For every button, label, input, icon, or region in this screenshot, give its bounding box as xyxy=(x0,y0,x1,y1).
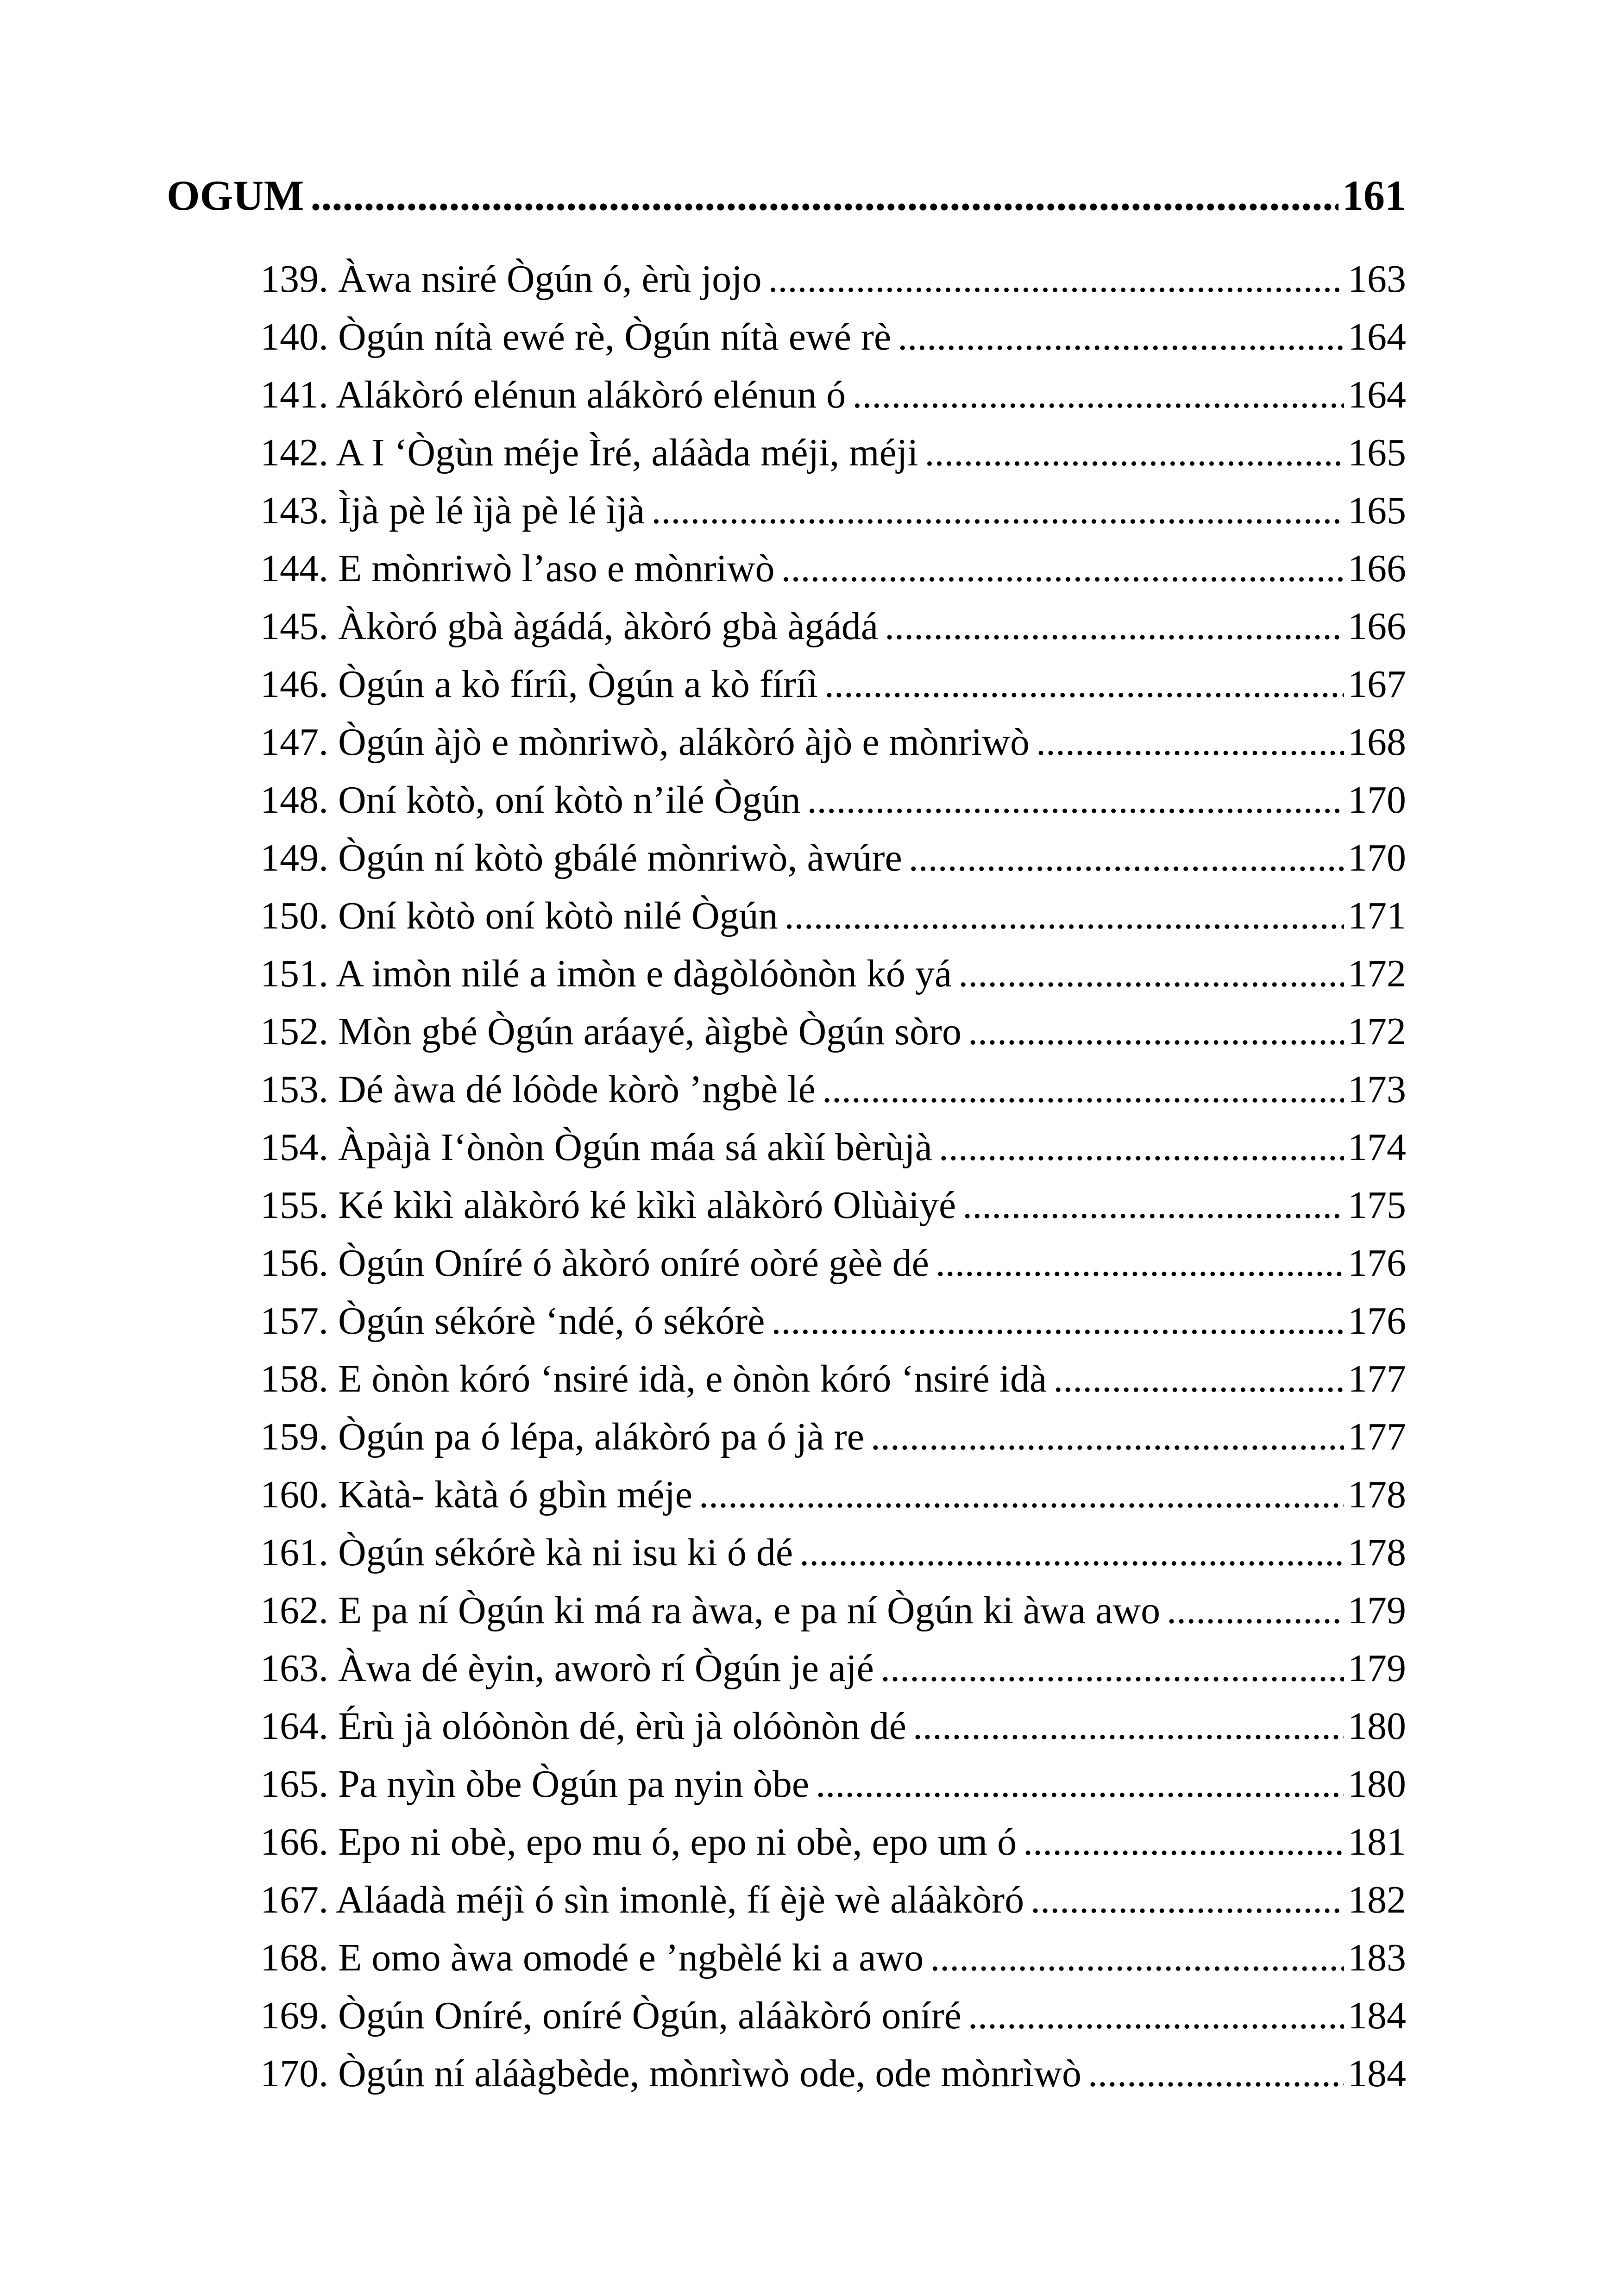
toc-entry-page-number: 166 xyxy=(1348,605,1406,648)
toc-dot-leader xyxy=(968,1987,1344,2045)
toc-entry-page-number: 180 xyxy=(1348,1763,1406,1806)
toc-entry-page-number: 166 xyxy=(1348,547,1406,590)
toc-entry xyxy=(260,308,1406,366)
toc-entry-title: 170. Ògún ní aláàgbède, mònrìwò ode, ode mònrìwò xyxy=(260,2052,1081,2095)
toc-entry xyxy=(260,1871,1406,1929)
toc-entry-title: 153. Dé àwa dé lóòde kòrò ’ngbè lé xyxy=(260,1068,816,1111)
toc-entry-page-number: 173 xyxy=(1348,1068,1406,1111)
toc-entry xyxy=(260,1639,1406,1697)
toc-entry xyxy=(260,424,1406,482)
toc-entry xyxy=(260,887,1406,945)
toc-entry-title: 167. Aláadà méjì ó sìn imonlè, fí èjè wè aláàkòró xyxy=(260,1878,1024,1921)
toc-dot-leader xyxy=(909,829,1344,887)
toc-entry-title: 168. E omo àwa omodé e ’ngbèlé ki a awo xyxy=(260,1936,924,1979)
toc-entry xyxy=(260,1118,1406,1176)
toc-entry-page-number: 176 xyxy=(1348,1299,1406,1342)
toc-entry xyxy=(260,1408,1406,1466)
toc-entry-page-number: 165 xyxy=(1348,489,1406,532)
toc-dot-leader xyxy=(785,887,1344,945)
toc-entry xyxy=(260,250,1406,308)
toc-dot-leader xyxy=(898,308,1344,366)
toc-entry xyxy=(260,1466,1406,1524)
toc-entry-title: 146. Ògún a kò fíríì, Ògún a kò fíríì xyxy=(260,663,818,706)
toc-entry-title: 162. E pa ní Ògún ki má ra àwa, e pa ní Ògún ki àwa awo xyxy=(260,1589,1161,1632)
toc-dot-leader xyxy=(816,1755,1344,1813)
toc-entry xyxy=(260,1755,1406,1813)
toc-entry-title: 145. Àkòró gbà àgádá, àkòró gbà àgádá xyxy=(260,605,879,648)
toc-entry-page-number: 170 xyxy=(1348,836,1406,879)
toc-entry xyxy=(260,1350,1406,1408)
toc-entry-title: 152. Mòn gbé Ògún aráayé, àìgbè Ògún sòro xyxy=(260,1010,961,1053)
toc-entry xyxy=(260,829,1406,887)
toc-entry-page-number: 168 xyxy=(1348,721,1406,764)
toc-entry-page-number: 177 xyxy=(1348,1415,1406,1458)
toc-entry-title: 143. Ìjà pè lé ìjà pè lé ìjà xyxy=(260,489,645,532)
toc-entry-page-number: 175 xyxy=(1348,1184,1406,1227)
toc-entry-title: 160. Kàtà- kàtà ó gbìn méje xyxy=(260,1473,693,1516)
toc-dot-leader xyxy=(781,539,1345,597)
toc-entry-page-number: 182 xyxy=(1348,1878,1406,1921)
toc-dot-leader xyxy=(925,424,1344,482)
toc-entry-title: 151. A imòn nilé a imòn e dàgòlóònòn kó yá xyxy=(260,952,952,995)
toc-dot-leader xyxy=(885,597,1344,655)
toc-dot-leader xyxy=(799,1524,1344,1581)
toc-entry-page-number: 174 xyxy=(1348,1126,1406,1169)
toc-dot-leader xyxy=(958,945,1344,1003)
toc-dot-leader xyxy=(651,482,1344,539)
toc-section-heading xyxy=(167,167,1406,225)
toc-entry-page-number: 171 xyxy=(1348,894,1406,937)
toc-entry xyxy=(260,482,1406,539)
toc-entry-title: 142. A I ‘Ògùn méje Ìré, aláàda méji, méji xyxy=(260,431,918,474)
toc-entry-title: 147. Ògún àjò e mònriwò, alákòró àjò e mònriwò xyxy=(260,721,1030,764)
toc-dot-leader xyxy=(1088,2045,1344,2102)
toc-entry-page-number: 181 xyxy=(1348,1820,1406,1863)
toc-dot-leader xyxy=(1030,1871,1344,1929)
toc-dot-leader xyxy=(968,1003,1344,1060)
toc-entry xyxy=(260,945,1406,1003)
toc-dot-leader xyxy=(962,1176,1344,1234)
toc-entry-page-number: 179 xyxy=(1348,1589,1406,1632)
toc-dot-leader xyxy=(936,1234,1344,1292)
toc-entry-page-number: 165 xyxy=(1348,431,1406,474)
toc-entry xyxy=(260,1987,1406,2045)
toc-entry-title: 164. Érù jà olóònòn dé, èrù jà olóònòn dé xyxy=(260,1705,907,1748)
toc-entry-title: 150. Oní kòtò oní kòtò nilé Ògún xyxy=(260,894,778,937)
toc-section-title: OGUM xyxy=(167,172,304,219)
toc-entry-page-number: 172 xyxy=(1348,952,1406,995)
toc-dot-leader xyxy=(1023,1813,1344,1871)
toc-entry-page-number: 178 xyxy=(1348,1473,1406,1516)
toc-entry-page-number: 178 xyxy=(1348,1531,1406,1574)
toc-entry-title: 157. Ògún sékórè ‘ndé, ó sékórè xyxy=(260,1299,765,1342)
toc-entry xyxy=(260,1234,1406,1292)
toc-dot-leader xyxy=(930,1929,1344,1987)
toc-entry xyxy=(260,1524,1406,1581)
toc-entry-title: 155. Ké kìkì alàkòró ké kìkì alàkòró Olùàiyé xyxy=(260,1184,956,1227)
toc-entry-title: 165. Pa nyìn òbe Ògún pa nyin òbe xyxy=(260,1763,810,1806)
toc-entry xyxy=(260,1929,1406,1987)
toc-entry-title: 156. Ògún Oníré ó àkòró oníré oòré gèè dé xyxy=(260,1242,929,1285)
toc-entry-title: 158. E ònòn kóró ‘nsiré idà, e ònòn kóró ‘nsiré idà xyxy=(260,1357,1047,1400)
toc-entry-page-number: 172 xyxy=(1348,1010,1406,1053)
toc-entry-page-number: 184 xyxy=(1348,2052,1406,2095)
toc-entry xyxy=(260,366,1406,424)
toc-entry-page-number: 179 xyxy=(1348,1647,1406,1690)
toc-entry-title: 159. Ògún pa ó lépa, alákòró pa ó jà re xyxy=(260,1415,864,1458)
toc-dot-leader xyxy=(852,366,1344,424)
toc-entry-title: 154. Àpàjà I‘ònòn Ògún máa sá akìí bèrùjà xyxy=(260,1126,932,1169)
toc-entry xyxy=(260,1813,1406,1871)
toc-dot-leader xyxy=(807,771,1344,829)
toc-entry xyxy=(260,1581,1406,1639)
toc-dot-leader xyxy=(939,1118,1344,1176)
toc-entry-page-number: 183 xyxy=(1348,1936,1406,1979)
toc-entry-page-number: 184 xyxy=(1348,1994,1406,2037)
toc-entry xyxy=(260,1003,1406,1060)
toc-section-page-number: 161 xyxy=(1342,172,1406,219)
toc-dot-leader xyxy=(880,1639,1344,1697)
toc-entry xyxy=(260,713,1406,771)
toc-entry-page-number: 163 xyxy=(1348,257,1406,301)
toc-entry-title: 141. Alákòró elénun alákòró elénun ó xyxy=(260,373,846,416)
toc-dot-leader xyxy=(699,1466,1344,1524)
toc-entry-title: 161. Ògún sékórè kà ni isu ki ó dé xyxy=(260,1531,793,1574)
toc-entry-title: 166. Epo ni obè, epo mu ó, epo ni obè, epo um ó xyxy=(260,1820,1017,1863)
toc-dot-leader xyxy=(822,1060,1344,1118)
toc-entry xyxy=(260,2045,1406,2102)
toc-entry-title: 149. Ògún ní kòtò gbálé mònriwò, àwúre xyxy=(260,836,902,879)
toc-dot-leader xyxy=(871,1408,1344,1466)
toc-dot-leader xyxy=(771,1292,1344,1350)
toc-entry xyxy=(260,771,1406,829)
toc-entry-page-number: 180 xyxy=(1348,1705,1406,1748)
toc-dot-leader xyxy=(1053,1350,1344,1408)
toc-dot-leader xyxy=(1036,713,1344,771)
toc-entry-title: 139. Àwa nsiré Ògún ó, èrù jojo xyxy=(260,257,762,301)
toc-entry-page-number: 170 xyxy=(1348,778,1406,822)
toc-entry xyxy=(260,1697,1406,1755)
toc-entry xyxy=(260,597,1406,655)
toc-entry-title: 144. E mònriwò l’aso e mònriwò xyxy=(260,547,775,590)
toc-entry-title: 163. Àwa dé èyin, aworò rí Ògún je ajé xyxy=(260,1647,874,1690)
toc-entry-page-number: 167 xyxy=(1348,663,1406,706)
toc-entry xyxy=(260,1292,1406,1350)
toc-dot-leader xyxy=(768,250,1344,308)
toc-entry xyxy=(260,539,1406,597)
toc-dot-leader xyxy=(824,655,1344,713)
toc-entry xyxy=(260,1176,1406,1234)
toc-entry-title: 140. Ògún nítà ewé rè, Ògún nítà ewé rè xyxy=(260,315,892,358)
toc-entry-page-number: 177 xyxy=(1348,1357,1406,1400)
toc-dot-leader xyxy=(310,167,1338,225)
toc-entry-title: 169. Ògún Oníré, oníré Ògún, aláàkòró oníré xyxy=(260,1994,961,2037)
toc-entry-page-number: 164 xyxy=(1348,315,1406,358)
toc-entry-page-number: 164 xyxy=(1348,373,1406,416)
toc-dot-leader xyxy=(913,1697,1344,1755)
toc-entry xyxy=(260,1060,1406,1118)
toc-entry-title: 148. Oní kòtò, oní kòtò n’ilé Ògún xyxy=(260,778,801,822)
toc-entry xyxy=(260,655,1406,713)
toc-entry-page-number: 176 xyxy=(1348,1242,1406,1285)
toc-dot-leader xyxy=(1167,1581,1344,1639)
